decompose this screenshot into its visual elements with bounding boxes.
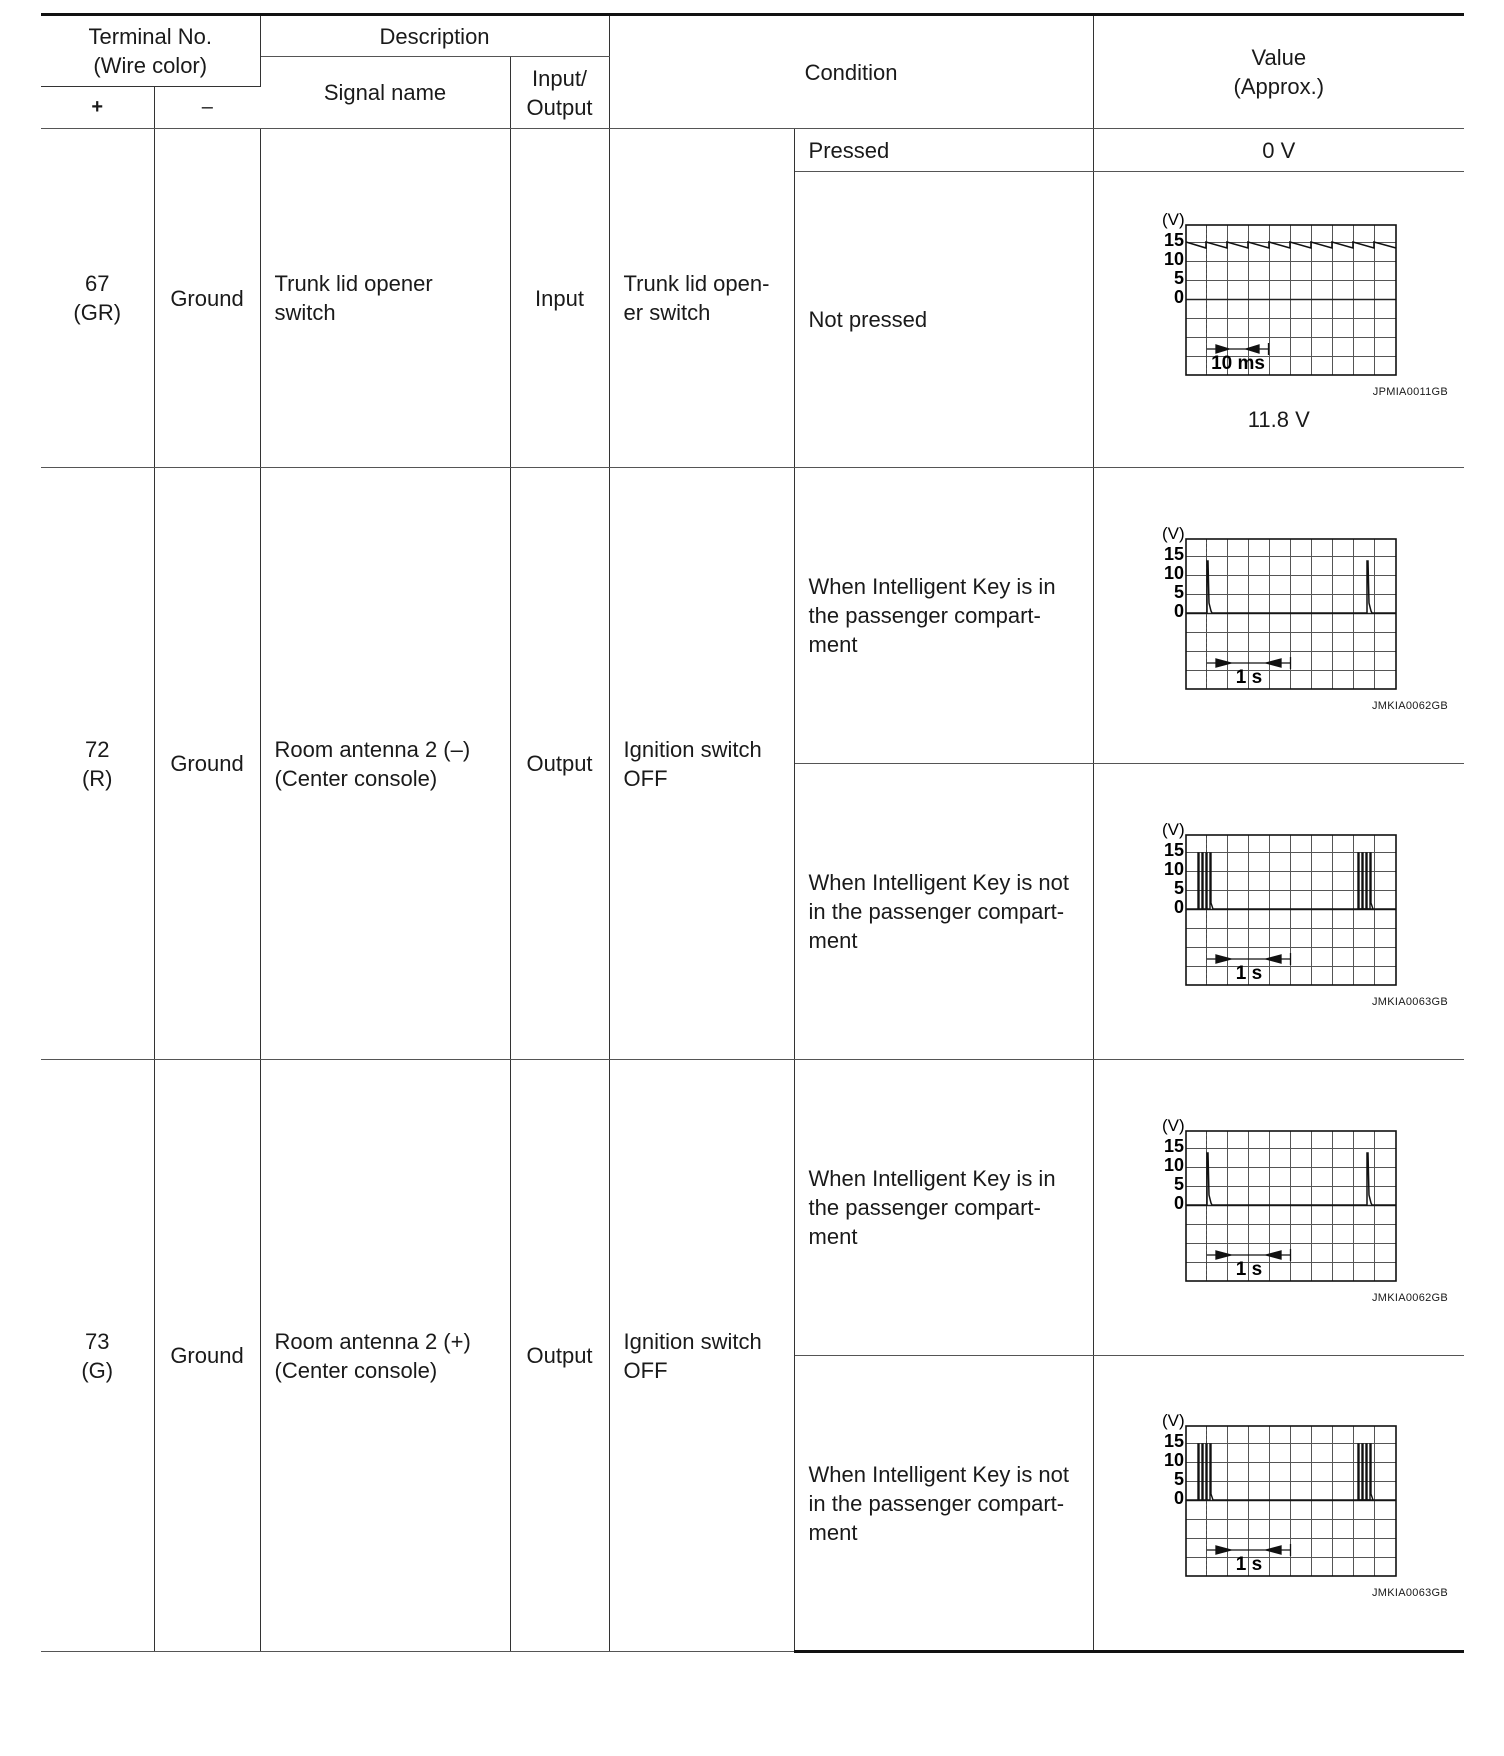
ground-cell: Ground (154, 129, 260, 468)
sub-condition: When Intelligent Key is in the passenger compart- ment (794, 468, 1093, 764)
waveform-chart (1154, 1406, 1404, 1586)
figure-code: JMKIA0062GB (1371, 699, 1449, 712)
volt-label: (V) (1161, 523, 1185, 543)
figure-code: JMKIA0062GB (1371, 1291, 1449, 1304)
tick-label: 10 (1163, 1450, 1184, 1470)
tick-label: 10 (1163, 1154, 1184, 1175)
sub-condition: Not pressed (794, 172, 1093, 468)
terminal-cell: 67 (GR) (41, 129, 154, 468)
header-plus: + (41, 87, 154, 129)
waveform-chart (1154, 519, 1404, 699)
header-description: Description (260, 15, 609, 57)
tick-label: 0 (1173, 600, 1184, 621)
value-cell (1093, 468, 1464, 764)
figure-code: JMKIA0063GB (1371, 995, 1449, 1008)
sub-condition: When Intelligent Key is not in the passenger compart- ment (794, 1356, 1093, 1652)
time-label: 1 s (1235, 666, 1263, 688)
tick-label: 15 (1163, 543, 1184, 564)
tick-label: 15 (1163, 1431, 1184, 1451)
time-label: 1 s (1235, 1554, 1263, 1575)
io-cell: Output (510, 1060, 609, 1652)
figure-code: JPMIA0011GB (1372, 386, 1449, 398)
ground-cell: Ground (154, 1060, 260, 1652)
value-cell (1093, 1060, 1464, 1356)
waveform-chart (1154, 1111, 1404, 1291)
time-label: 1 s (1235, 962, 1263, 984)
sub-condition: Pressed (794, 129, 1093, 172)
tick-label: 5 (1173, 581, 1184, 602)
table-row (41, 129, 1464, 172)
ground-cell: Ground (154, 468, 260, 1060)
tick-label: 5 (1173, 268, 1184, 288)
tick-label: 10 (1163, 562, 1184, 583)
tick-label: 0 (1173, 1488, 1184, 1508)
terminal-table (41, 13, 1464, 1653)
tick-label: 15 (1163, 839, 1184, 860)
io-cell: Input (510, 129, 609, 468)
tick-label: 0 (1173, 287, 1184, 307)
waveform-chart (1154, 815, 1404, 995)
table-row (41, 468, 1464, 764)
figure-code: JMKIA0063GB (1371, 1587, 1449, 1599)
time-label: 10 ms (1210, 353, 1265, 374)
header-minus: – (154, 87, 260, 129)
io-cell: Output (510, 468, 609, 1060)
value-cell (1093, 1356, 1464, 1652)
signal-name-cell: Room antenna 2 (+) (Center console) (260, 1060, 510, 1652)
sub-condition: When Intelligent Key is not in the passenger compart- ment (794, 764, 1093, 1060)
condition-cell: Ignition switch OFF (609, 468, 794, 1060)
header-input-output: Input/ Output (510, 57, 609, 129)
value-cell (1093, 172, 1464, 468)
value-cell (1093, 764, 1464, 1060)
condition-cell: Ignition switch OFF (609, 1060, 794, 1652)
tick-label: 10 (1163, 249, 1184, 269)
volt-label: (V) (1161, 819, 1185, 839)
tick-label: 5 (1173, 877, 1184, 898)
header-value: Value (Approx.) (1093, 15, 1464, 129)
signal-name-cell: Room antenna 2 (–) (Center console) (260, 468, 510, 1060)
signal-name-cell: Trunk lid opener switch (260, 129, 510, 468)
tick-label: 0 (1173, 896, 1184, 917)
header-terminal-no: Terminal No. (Wire color) (41, 15, 260, 87)
table-row (41, 1060, 1464, 1356)
condition-cell: Trunk lid open- er switch (609, 129, 794, 468)
terminal-cell: 72 (R) (41, 468, 154, 1060)
tick-label: 0 (1173, 1192, 1184, 1213)
tick-label: 5 (1173, 1173, 1184, 1194)
volt-label: (V) (1161, 1115, 1185, 1135)
volt-label: (V) (1161, 1411, 1185, 1430)
header-signal-name: Signal name (260, 57, 510, 129)
volt-label: (V) (1161, 210, 1185, 229)
sub-condition: When Intelligent Key is in the passenger compart- ment (794, 1060, 1093, 1356)
tick-label: 15 (1163, 230, 1184, 250)
tick-label: 15 (1163, 1135, 1184, 1156)
tick-label: 10 (1163, 858, 1184, 879)
value-cell: 0 V (1093, 129, 1464, 172)
terminal-cell: 73 (G) (41, 1060, 154, 1652)
header-condition: Condition (609, 15, 1093, 129)
value-text: 11.8 V (1247, 407, 1310, 432)
time-label: 1 s (1235, 1258, 1263, 1280)
tick-label: 5 (1173, 1469, 1184, 1489)
waveform-chart (1154, 205, 1404, 385)
